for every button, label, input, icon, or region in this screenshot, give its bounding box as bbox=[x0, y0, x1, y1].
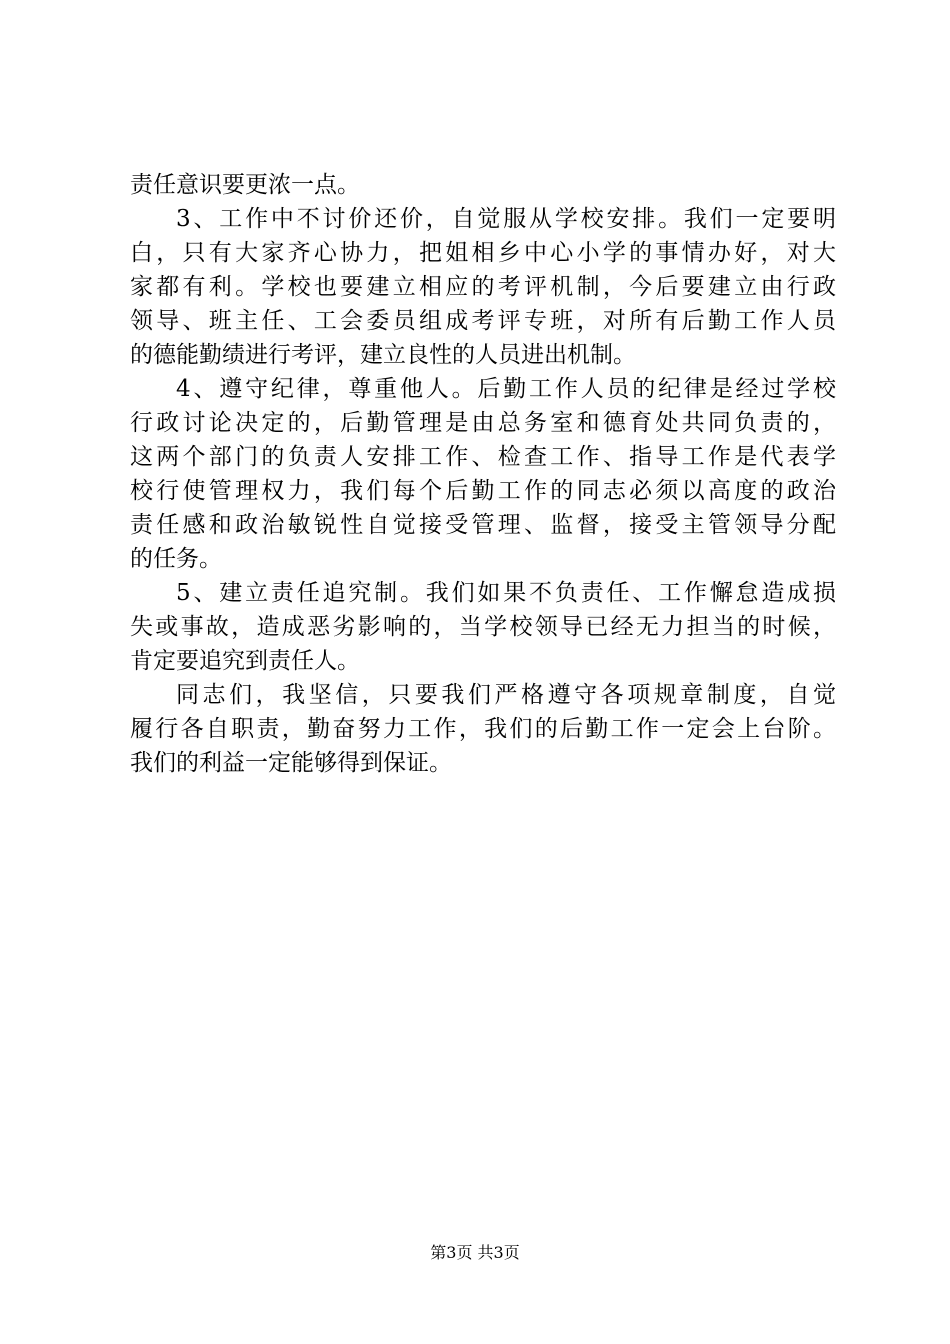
text-line: 失或事故，造成恶劣影响的，当学校领导已经无力担当的时候， bbox=[130, 614, 836, 640]
text-line: 白，只有大家齐心协力，把姐相乡中心小学的事情办好，对大 bbox=[130, 240, 836, 266]
text-line: 行政讨论决定的，后勤管理是由总务室和德育处共同负责的， bbox=[130, 410, 836, 436]
text-line: 履行各自职责，勤奋努力工作，我们的后勤工作一定会上台阶。 bbox=[130, 716, 836, 742]
document-body bbox=[130, 168, 836, 780]
text-line: 肯定要追究到责任人。 bbox=[130, 648, 360, 674]
text-line: 的任务。 bbox=[130, 546, 222, 572]
text-line: 同志们，我坚信，只要我们严格遵守各项规章制度，自觉 bbox=[176, 682, 836, 708]
text-line: 家都有利。学校也要建立相应的考评机制，今后要建立由行政 bbox=[130, 274, 836, 300]
text-line: 我们的利益一定能够得到保证。 bbox=[130, 750, 452, 776]
text-line: 责任意识要更浓一点。 bbox=[130, 172, 360, 198]
text-line: 的德能勤绩进行考评，建立良性的人员进出机制。 bbox=[130, 342, 636, 368]
text-line: 这两个部门的负责人安排工作、检查工作、指导工作是代表学 bbox=[130, 444, 836, 470]
page-number-footer: 第3页 共3页 bbox=[430, 1243, 520, 1262]
text-line: 校行使管理权力，我们每个后勤工作的同志必须以高度的政治 bbox=[130, 478, 836, 504]
text-line: 责任感和政治敏锐性自觉接受管理、监督，接受主管领导分配 bbox=[130, 512, 836, 538]
text-line: 3、工作中不讨价还价，自觉服从学校安排。我们一定要明 bbox=[176, 206, 836, 232]
text-line: 领导、班主任、工会委员组成考评专班，对所有后勤工作人员 bbox=[130, 308, 836, 334]
text-line: 4、遵守纪律，尊重他人。后勤工作人员的纪律是经过学校 bbox=[176, 376, 836, 402]
text-line: 5、建立责任追究制。我们如果不负责任、工作懈怠造成损 bbox=[176, 580, 836, 606]
